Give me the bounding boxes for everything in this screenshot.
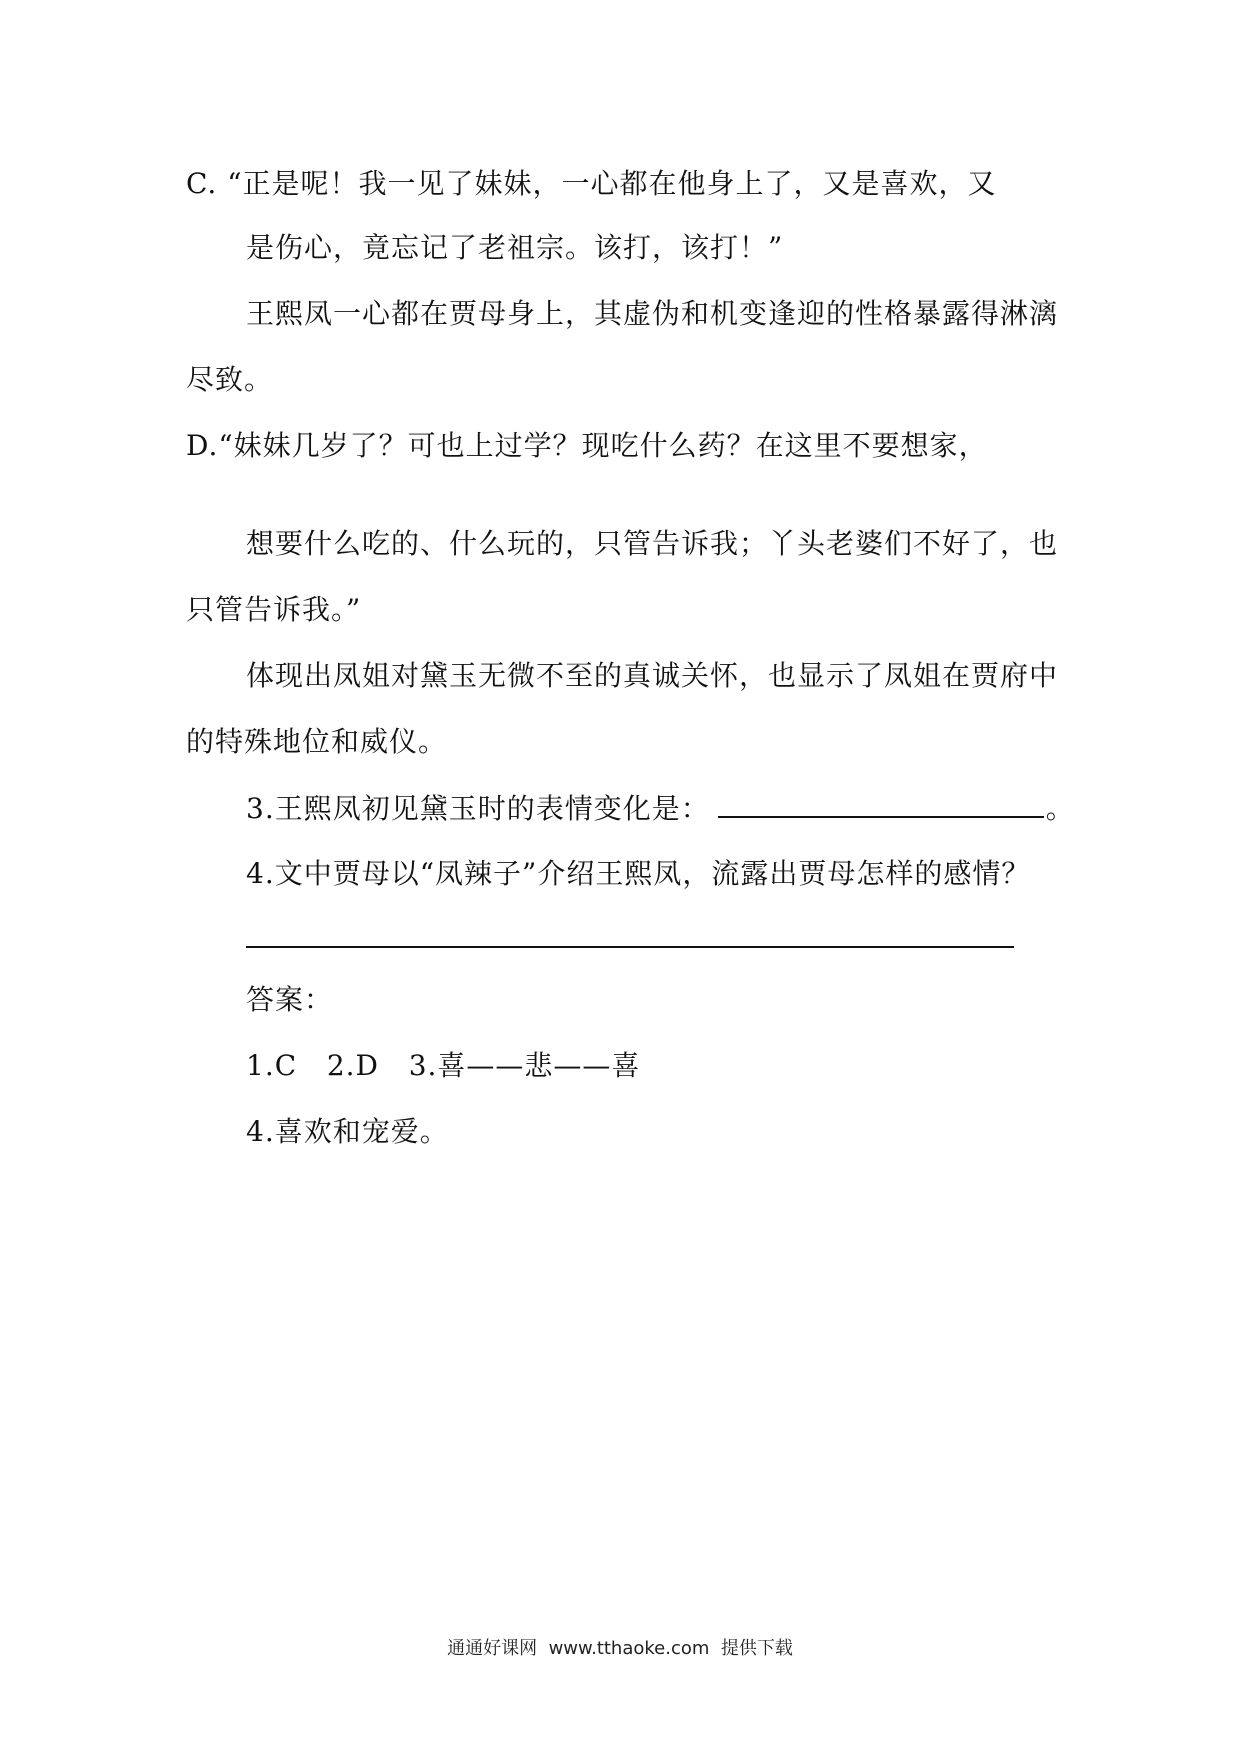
question-3-end: 。 <box>1045 792 1075 825</box>
option-d-line3: 只管告诉我。” <box>186 593 362 626</box>
answers-heading: 答案： <box>246 983 334 1016</box>
question-3-answer-blank[interactable] <box>718 790 1044 818</box>
option-c-explanation-line2: 尽致。 <box>186 363 274 396</box>
option-c-line1: C. “正是呢！我一见了妹妹，一心都在他身上了，又是喜欢，又 <box>186 167 997 200</box>
question-3-text: 3.王熙凤初见黛玉时的表情变化是： <box>246 792 710 825</box>
footer-credit: 通通好课网 www.tthaoke.com 提供下载 <box>447 1638 793 1659</box>
question-4-answer-blank[interactable] <box>246 946 1014 948</box>
question-4: 4.文中贾母以“凤辣子”介绍王熙凤，流露出贾母怎样的感情？ <box>246 857 1031 890</box>
answers-line1: 1.C 2.D 3.喜——悲——喜 <box>246 1049 641 1082</box>
option-d-line2: 想要什么吃的、什么玩的，只管告诉我；丫头老婆们不好了，也 <box>246 527 1059 560</box>
option-d-line1: D.“妹妹几岁了？可也上过学？现吃什么药？在这里不要想家， <box>186 429 988 462</box>
option-c-line2: 是伤心，竟忘记了老祖宗。该打，该打！” <box>246 231 784 264</box>
question-3 <box>246 790 1075 827</box>
answers-line2: 4.喜欢和宠爱。 <box>246 1115 449 1148</box>
option-d-explanation-line1: 体现出凤姐对黛玉无微不至的真诚关怀，也显示了凤姐在贾府中 <box>246 659 1059 692</box>
option-c-explanation-line1: 王熙凤一心都在贾母身上，其虚伪和机变逢迎的性格暴露得淋漓 <box>246 297 1059 330</box>
option-d-explanation-line2: 的特殊地位和威仪。 <box>186 725 448 758</box>
